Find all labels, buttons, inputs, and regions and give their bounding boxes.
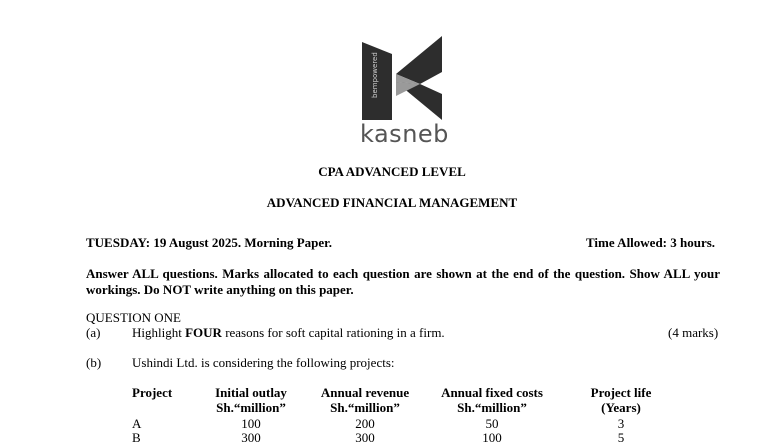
table-header-line1: Annual revenue <box>320 385 410 400</box>
logo-side-text: bempowered <box>371 52 379 98</box>
table-header-line2: (Years) <box>601 400 641 415</box>
table-header-line2: Sh.“million” <box>216 400 286 415</box>
question-title: QUESTION ONE <box>86 310 181 325</box>
part-a-emphasis: FOUR <box>185 325 222 340</box>
table-cell: A <box>132 416 142 431</box>
table-cell: 50 <box>485 416 499 431</box>
table-cell: 5 <box>617 430 625 445</box>
part-a-marks: (4 marks) <box>668 325 719 340</box>
table-header-line1: Annual fixed costs <box>441 385 543 400</box>
table-header-project <box>132 385 172 400</box>
table-header-outlay <box>196 385 306 415</box>
table-cell: B <box>132 430 141 445</box>
table-cell: 100 <box>241 416 261 431</box>
table-header-line2: Sh.“million” <box>457 400 527 415</box>
logo-wordmark: kasneb <box>360 120 449 148</box>
table-cell: 200 <box>355 416 375 431</box>
table-header-line2: Sh.“million” <box>330 400 400 415</box>
table-header-line1: Project life <box>590 385 652 400</box>
instructions: Answer ALL questions. Marks allocated to each question are shown at the end of the question. Show ALL your workings. Do NOT write anything on this paper. <box>86 266 720 297</box>
table-header-line1: Initial outlay <box>215 385 287 400</box>
table-cell: 300 <box>355 430 375 445</box>
part-b-text: Ushindi Ltd. is considering the following projects: <box>132 355 395 370</box>
paper-title: ADVANCED FINANCIAL MANAGEMENT <box>266 195 518 210</box>
part-a-text-end: reasons for soft capital rationing in a firm. <box>221 325 445 340</box>
table-header-fixed-costs <box>430 385 554 415</box>
part-a-text-start: Highlight <box>132 325 186 340</box>
part-b-label: (b) <box>86 355 102 370</box>
exam-date: TUESDAY: 19 August 2025. Morning Paper. <box>86 235 332 250</box>
table-cell: 3 <box>617 416 625 431</box>
table-header-line1: Project <box>132 385 173 400</box>
part-a-text <box>132 325 445 340</box>
exam-level: CPA ADVANCED LEVEL <box>318 164 466 179</box>
part-a-label: (a) <box>86 325 101 340</box>
table-header-revenue <box>306 385 424 415</box>
table-cell: 300 <box>241 430 261 445</box>
table-cell: 100 <box>482 430 502 445</box>
kasneb-logo-mark <box>362 36 442 120</box>
table-header-life <box>568 385 674 415</box>
kasneb-logo <box>360 36 449 148</box>
time-allowed: Time Allowed: 3 hours. <box>586 235 716 250</box>
